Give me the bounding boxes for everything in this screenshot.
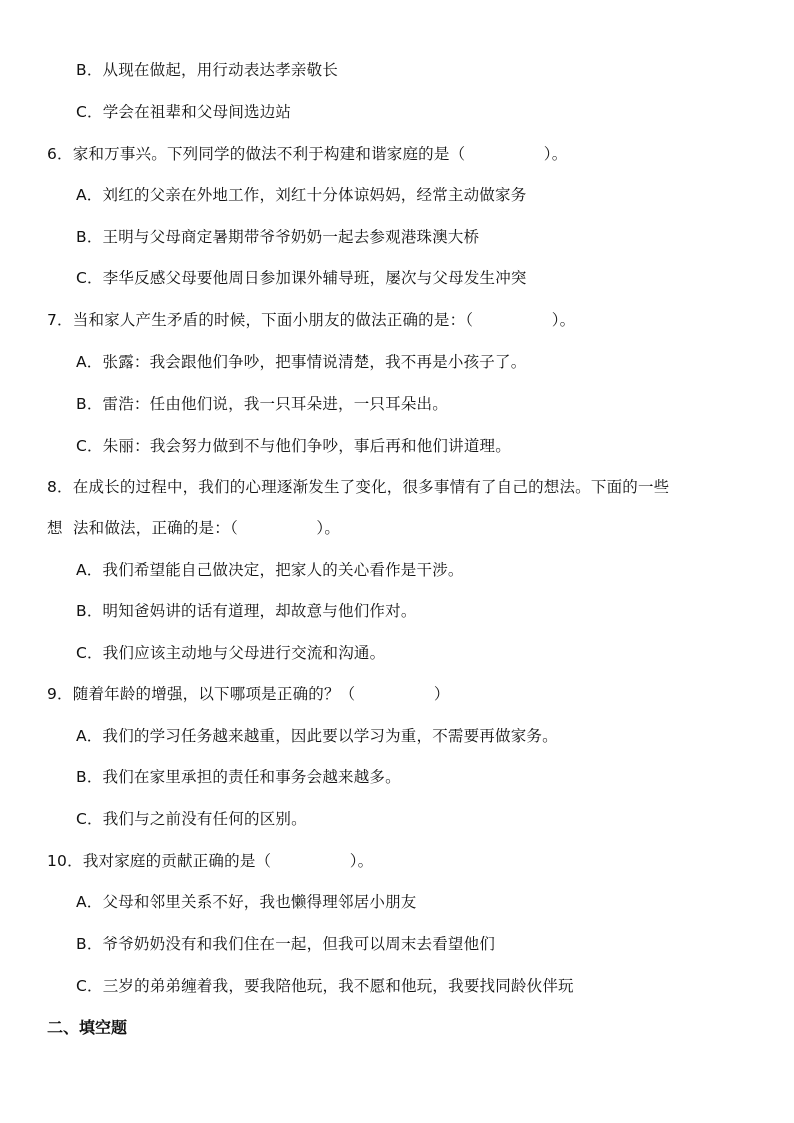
q10-option-c: C．三岁的弟弟缠着我，要我陪他玩，我不愿和他玩，我要找同龄伙伴玩 <box>76 977 574 995</box>
q7-option-b: B．雷浩：任由他们说，我一只耳朵进，一只耳朵出。 <box>76 395 448 413</box>
q7-option-c: C．朱丽：我会努力做到不与他们争吵，事后再和他们讲道理。 <box>76 437 511 455</box>
q8-option-a: A．我们希望能自己做决定，把家人的关心看作是干涉。 <box>76 561 464 579</box>
q9-option-a: A．我们的学习任务越来越重，因此要以学习为重，不需要再做家务。 <box>76 727 558 745</box>
q8-option-c: C．我们应该主动地与父母进行交流和沟通。 <box>76 644 386 662</box>
q10-option-b: B．爷爷奶奶没有和我们住在一起，但我可以周末去看望他们 <box>76 935 496 953</box>
q8-option-b: B．明知爸妈讲的话有道理，却故意与他们作对。 <box>76 602 417 620</box>
section-title-fill-in: 二、填空题 <box>47 1018 128 1037</box>
q10-option-a: A．父母和邻里关系不好，我也懒得理邻居小朋友 <box>76 893 417 911</box>
q10-stem: 10．我对家庭的贡献正确的是（ ）。 <box>47 852 374 870</box>
q8-stem-line2: 想 法和做法，正确的是：（ ）。 <box>47 519 341 537</box>
q5-option-c: C．学会在祖辈和父母间选边站 <box>76 103 292 121</box>
q7-stem: 7．当和家人产生矛盾的时候，下面小朋友的做法正确的是：（ ）。 <box>47 311 576 329</box>
q7-option-a: A．张露：我会跟他们争吵，把事情说清楚，我不再是小孩子了。 <box>76 353 527 371</box>
q5-option-b: B．从现在做起，用行动表达孝亲敬长 <box>76 61 339 79</box>
q6-option-b: B．王明与父母商定暑期带爷爷奶奶一起去参观港珠澳大桥 <box>76 228 480 246</box>
q9-stem: 9．随着年龄的增强，以下哪项是正确的？（ ） <box>47 685 450 703</box>
q6-option-a: A．刘红的父亲在外地工作，刘红十分体谅妈妈，经常主动做家务 <box>76 186 527 204</box>
q9-option-c: C．我们与之前没有任何的区别。 <box>76 810 307 828</box>
q6-stem: 6．家和万事兴。下列同学的做法不利于构建和谐家庭的是（ ）。 <box>47 145 568 163</box>
q6-option-c: C．李华反感父母要他周日参加课外辅导班，屡次与父母发生冲突 <box>76 269 527 287</box>
q8-stem-line1: 8．在成长的过程中，我们的心理逐渐发生了变化，很多事情有了自己的想法。下面的一些 <box>47 478 670 496</box>
q9-option-b: B．我们在家里承担的责任和事务会越来越多。 <box>76 768 401 786</box>
